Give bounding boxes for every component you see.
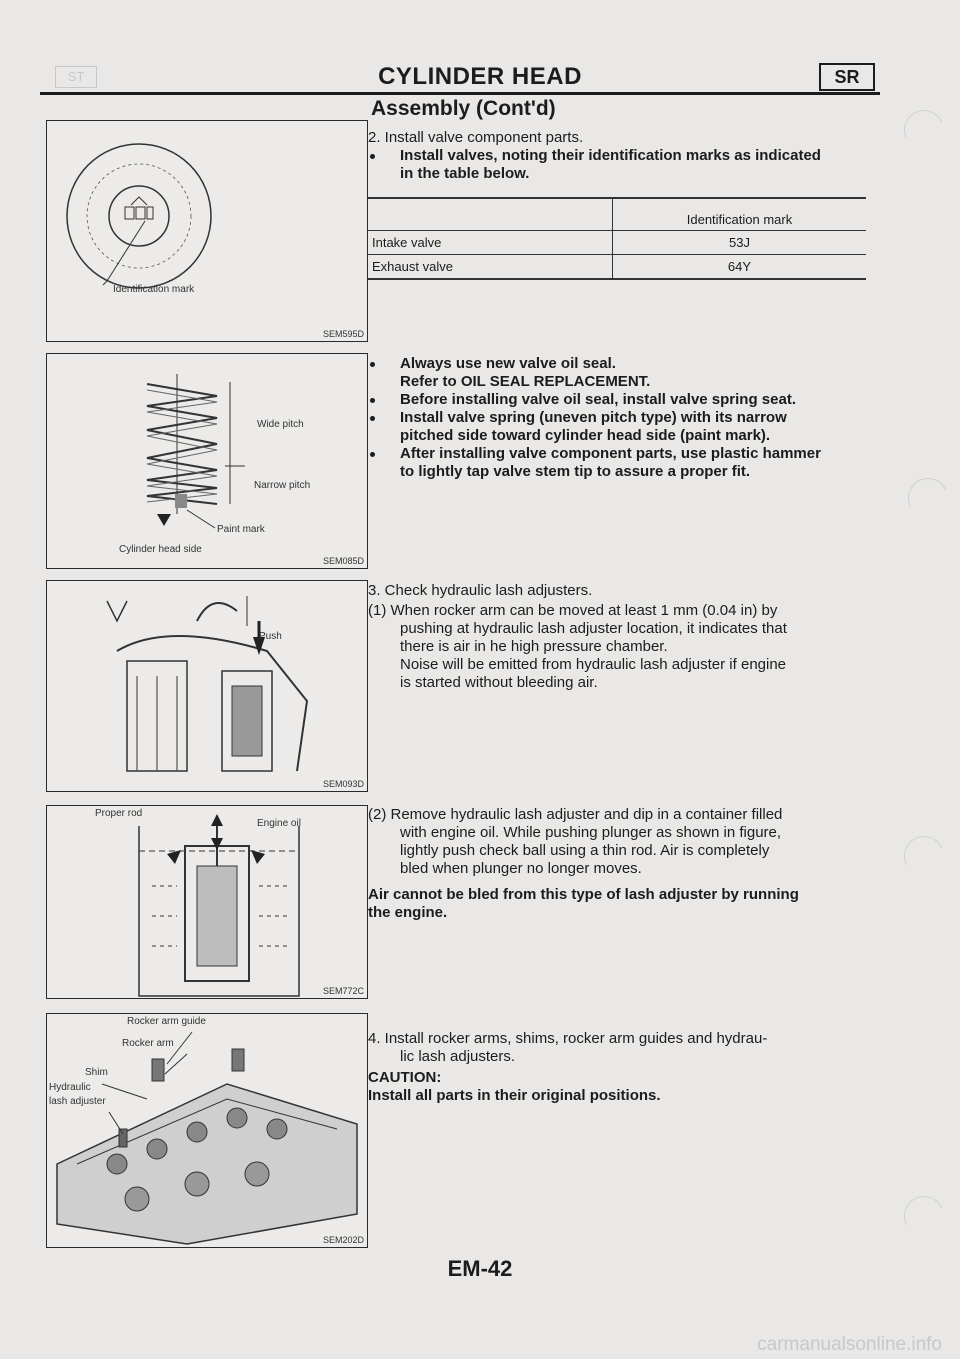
section-badge-left: ST	[55, 66, 97, 88]
figure-label: lash adjuster	[49, 1096, 106, 1107]
table-row	[368, 231, 866, 255]
bullet-item: Before installing valve oil seal, install valve spring seat.	[368, 391, 868, 409]
valve-head-illustration	[47, 121, 367, 341]
table-header-cell: Identification mark	[613, 198, 867, 231]
figure-bleeding-air	[46, 805, 368, 999]
figure-label: Wide pitch	[257, 419, 304, 430]
bullet-item: After installing valve component parts, use plastic hammer to lightly tap valve stem tip to assure a proper fit.	[368, 445, 868, 481]
figure-label: Proper rod	[95, 808, 143, 819]
step-2-bullets	[368, 147, 868, 183]
step-3-paragraph-2: (2) Remove hydraulic lash adjuster and dip in a container filled with engine oil. While pushing plunger as shown in figure, lightly push check ball using a thin rod. Air is completely bled when plunger no longer moves.	[368, 806, 783, 877]
figure-push-check	[46, 580, 368, 792]
header-rule	[40, 92, 880, 95]
step-3-paragraph-1: (1) When rocker arm can be moved at least 1 mm (0.04 in) by pushing at hydraulic lash adjuster location, it indicates that there is air in he high pressure chamber. Noise will be emitted from hydraulic lash adjuster if engine is started without bleeding air.	[368, 602, 787, 691]
table-cell: Exhaust valve	[368, 255, 613, 280]
figure-code: SEM202D	[322, 1235, 364, 1245]
table-cell: 64Y	[613, 255, 867, 280]
figure-valve-spring	[46, 353, 368, 569]
container-illustration	[47, 806, 367, 998]
punch-hole	[902, 472, 953, 523]
step-3-note: Air cannot be bled from this type of lash adjuster by running the engine.	[368, 886, 799, 921]
bullet-dot	[370, 154, 375, 159]
page-title: CYLINDER HEAD	[378, 63, 582, 90]
table-row	[368, 255, 866, 280]
bullet-dot	[370, 398, 375, 403]
page-subtitle: Assembly (Cont'd)	[371, 97, 556, 120]
table-header-cell	[368, 198, 613, 231]
table-cell: 53J	[613, 231, 867, 255]
figure-label: Hydraulic	[49, 1082, 91, 1093]
punch-hole	[898, 830, 949, 881]
figure-identification-mark	[46, 120, 368, 342]
bullet-item: Always use new valve oil seal. Refer to OIL SEAL REPLACEMENT.	[368, 355, 868, 391]
bullet-dot	[370, 416, 375, 421]
caution-label: CAUTION:	[368, 1069, 442, 1086]
valve-spring-illustration	[47, 354, 367, 568]
figure-label: Narrow pitch	[254, 480, 311, 491]
figure-code: SEM595D	[322, 329, 364, 339]
figure-code: SEM093D	[322, 779, 364, 789]
valve-spring-bullets	[368, 355, 868, 481]
bullet-dot	[370, 452, 375, 457]
figure-label: Paint mark	[217, 524, 265, 535]
section-badge-right: SR	[819, 63, 875, 91]
figure-code: SEM085D	[322, 556, 364, 566]
figure-label: Rocker arm	[122, 1038, 174, 1049]
cylinder-head-illustration	[47, 1014, 367, 1247]
table-header-row	[368, 198, 866, 231]
step-4-text: 4. Install rocker arms, shims, rocker arm guides and hydrau- lic lash adjusters.	[368, 1030, 768, 1065]
watermark: carmanualsonline.info	[757, 1334, 942, 1355]
bullet-item: Install valve spring (uneven pitch type) with its narrow pitched side toward cylinder head side (paint mark).	[368, 409, 868, 445]
figure-label: Push	[259, 631, 282, 642]
step-2-heading: 2. Install valve component parts.	[368, 129, 584, 146]
step-3-heading: 3. Check hydraulic lash adjusters.	[368, 582, 593, 599]
punch-hole	[898, 1190, 949, 1241]
figure-label: Identification mark	[113, 284, 195, 295]
figure-label: Cylinder head side	[119, 544, 202, 555]
figure-rocker-arm-install	[46, 1013, 368, 1248]
figure-code: SEM772C	[322, 986, 364, 996]
caution-text: Install all parts in their original positions.	[368, 1087, 661, 1104]
bullet-item: Install valves, noting their identification marks as indicated in the table below.	[368, 147, 868, 183]
figure-label: Rocker arm guide	[127, 1016, 206, 1027]
figure-label: Shim	[85, 1067, 108, 1078]
punch-hole	[898, 104, 949, 155]
rocker-arm-illustration	[47, 581, 367, 791]
table-cell: Intake valve	[368, 231, 613, 255]
bullet-dot	[370, 362, 375, 367]
page-number: EM-42	[447, 1256, 513, 1281]
figure-label: Engine oil	[257, 818, 301, 829]
valve-identification-table	[368, 197, 866, 280]
